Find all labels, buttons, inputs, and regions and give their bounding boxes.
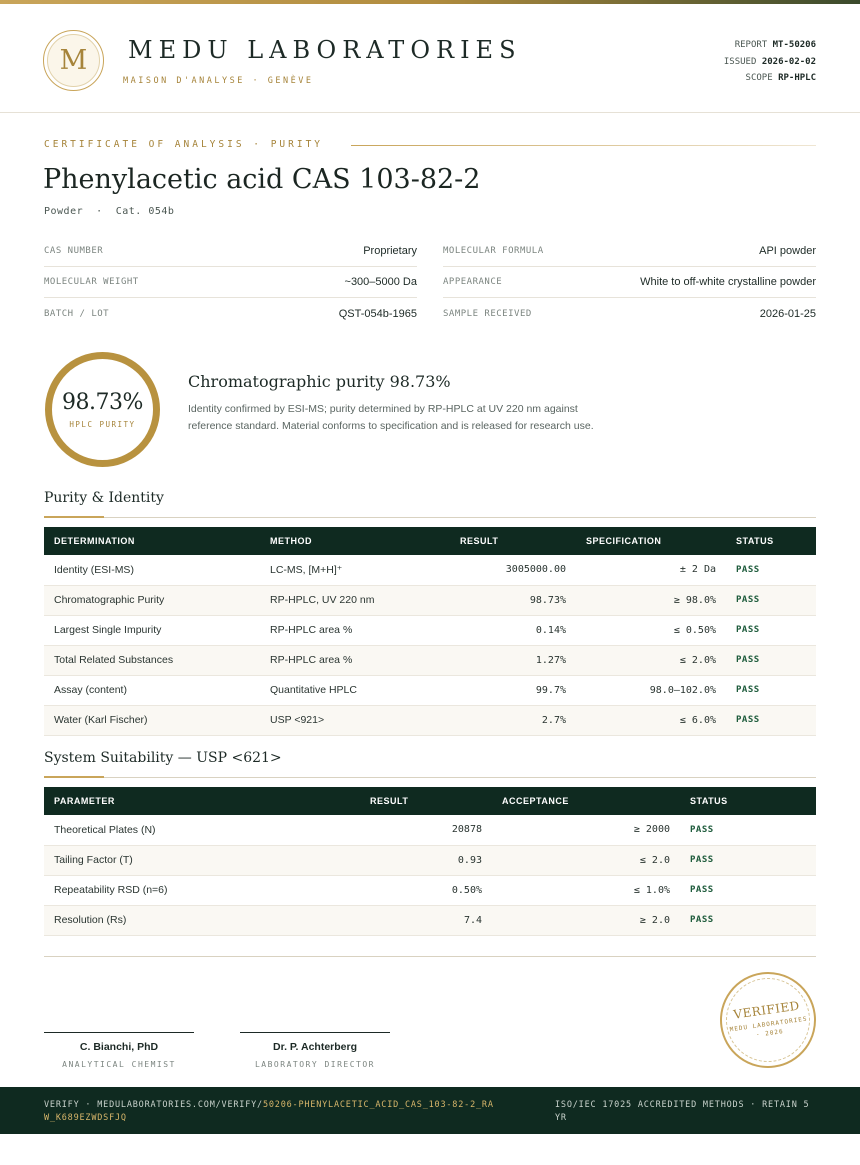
- verify-text: [44, 1099, 494, 1124]
- col-specification: SPECIFICATION: [576, 527, 726, 555]
- cell-result: 0.50%: [360, 875, 492, 905]
- status-badge: PASS: [726, 555, 816, 585]
- cell-method: RP-HPLC area %: [260, 645, 450, 675]
- table-row: [44, 555, 816, 585]
- table-header-row: [44, 527, 816, 555]
- cell-result: 3005000.00: [450, 555, 576, 585]
- col-parameter: PARAMETER: [44, 787, 360, 815]
- info-value: QST-054b-1965: [338, 307, 417, 320]
- cell-acceptance: ≥ 2.0: [492, 905, 680, 935]
- page-footer: [0, 1087, 860, 1134]
- signature-role: LABORATORY DIRECTOR: [254, 1060, 375, 1069]
- product-subtitle: Powder · Cat. 054b: [44, 206, 175, 217]
- cell-acceptance: ≤ 1.0%: [492, 875, 680, 905]
- cell-specification: ± 2 Da: [576, 555, 726, 585]
- certificate-eyebrow: CERTIFICATE OF ANALYSIS · PURITY: [44, 139, 324, 150]
- cell-specification: ≤ 0.50%: [576, 615, 726, 645]
- table-row: [44, 705, 816, 735]
- cell-result: 99.7%: [450, 675, 576, 705]
- section-rule: [44, 517, 816, 518]
- eyebrow-divider: [351, 145, 816, 146]
- cell-determination: Largest Single Impurity: [44, 615, 260, 645]
- meta-issued: ISSUED 2026-02-02: [723, 56, 816, 67]
- signature-analyst: [44, 1032, 194, 1069]
- purity-identity-table: [44, 527, 816, 736]
- verify-link[interactable]: 50206-PHENYLACETIC_ACID_CAS_103-82-2_RAW_K689EZWDSFJQ: [44, 1100, 494, 1123]
- cell-determination: Identity (ESI-MS): [44, 555, 260, 585]
- table-row: [44, 815, 816, 845]
- status-badge: PASS: [726, 645, 816, 675]
- info-key: BATCH / LOT: [44, 308, 110, 319]
- signature-name: C. Bianchi, PhD: [79, 1041, 159, 1053]
- cell-parameter: Theoretical Plates (N): [44, 815, 360, 845]
- col-result: RESULT: [360, 787, 492, 815]
- info-key: CAS NUMBER: [44, 246, 104, 256]
- col-acceptance: ACCEPTANCE: [492, 787, 680, 815]
- status-badge: PASS: [680, 875, 816, 905]
- cell-determination: Assay (content): [44, 675, 260, 705]
- info-value: ~300–5000 Da: [344, 276, 417, 288]
- meta-report: REPORT MT-50206: [734, 40, 816, 50]
- purity-ring-label: HPLC PURITY: [69, 420, 136, 429]
- table-header-row: [44, 787, 816, 815]
- signature-director: [240, 1032, 390, 1069]
- table-row: [44, 845, 816, 875]
- cell-method: USP <921>: [260, 705, 450, 735]
- cell-parameter: Tailing Factor (T): [44, 845, 360, 875]
- info-value: 2026-01-25: [759, 307, 816, 320]
- table-row: [44, 615, 816, 645]
- section-title-purity-identity: Purity & Identity: [44, 490, 164, 506]
- page-title: Phenylacetic acid CAS 103-82-2: [43, 164, 481, 195]
- accreditation-text: ISO/IEC 17025 ACCREDITED METHODS · RETAIN 5 YR: [555, 1100, 810, 1123]
- cell-method: Quantitative HPLC: [260, 675, 450, 705]
- report-meta: [724, 37, 816, 87]
- info-row-formula: [443, 236, 816, 267]
- signature-role: ANALYTICAL CHEMIST: [62, 1060, 176, 1069]
- logo-letter: M: [47, 34, 100, 87]
- info-key: APPEARANCE: [443, 277, 503, 287]
- info-key: MOLECULAR WEIGHT: [44, 277, 139, 287]
- seal-title: VERIFIED: [732, 998, 801, 1022]
- purity-ring-value: 98.73%: [62, 390, 143, 415]
- status-badge: PASS: [726, 705, 816, 735]
- cell-determination: Water (Karl Fischer): [44, 705, 260, 735]
- info-row-molecular-weight: [44, 267, 417, 298]
- signature-divider: [44, 956, 816, 957]
- table-row: [44, 875, 816, 905]
- table-row: [44, 645, 816, 675]
- col-status: STATUS: [726, 527, 816, 555]
- info-row-cas: [44, 236, 417, 267]
- cell-specification: ≤ 6.0%: [576, 705, 726, 735]
- status-badge: PASS: [726, 585, 816, 615]
- cell-result: 98.73%: [450, 585, 576, 615]
- section-title-system-suitability: System Suitability — USP <621>: [44, 750, 282, 766]
- section-accent: [44, 776, 104, 778]
- status-badge: PASS: [680, 905, 816, 935]
- cell-result: 0.93: [360, 845, 492, 875]
- cell-determination: Total Related Substances: [44, 645, 260, 675]
- verify-prefix: VERIFY · MEDULABORATORIES.COM/VERIFY/: [44, 1100, 263, 1110]
- col-method: METHOD: [260, 527, 450, 555]
- cell-result: 2.7%: [450, 705, 576, 735]
- seal-text: MEDU LABORATORIES · 2026: [729, 1015, 808, 1039]
- cell-result: 7.4: [360, 905, 492, 935]
- cell-result: 20878: [360, 815, 492, 845]
- brand-name: MEDU LABORATORIES: [128, 36, 522, 64]
- system-suitability-table: [44, 787, 816, 936]
- cell-specification: ≥ 98.0%: [576, 585, 726, 615]
- cell-determination: Chromatographic Purity: [44, 585, 260, 615]
- col-result: RESULT: [450, 527, 576, 555]
- info-row-appearance: [443, 267, 816, 298]
- status-badge: PASS: [726, 675, 816, 705]
- cell-method: LC-MS, [M+H]⁺: [260, 555, 450, 585]
- seal-inner: [721, 973, 816, 1068]
- cell-method: RP-HPLC, UV 220 nm: [260, 585, 450, 615]
- col-determination: DETERMINATION: [44, 527, 260, 555]
- status-badge: PASS: [680, 815, 816, 845]
- verified-seal-icon: [714, 966, 822, 1074]
- lab-logo-icon: [43, 30, 104, 91]
- table-row: [44, 585, 816, 615]
- status-badge: PASS: [680, 845, 816, 875]
- cell-parameter: Repeatability RSD (n=6): [44, 875, 360, 905]
- cell-parameter: Resolution (Rs): [44, 905, 360, 935]
- meta-scope: SCOPE RP-HPLC: [745, 73, 816, 83]
- page-header: [0, 4, 860, 113]
- purity-description: Identity confirmed by ESI-MS; purity determined by RP-HPLC at UV 220 nm against reference standard. Material conforms to specification and is released for research use.: [188, 403, 594, 432]
- info-value: API powder: [759, 245, 816, 257]
- brand-tagline: MAISON D'ANALYSE · GENÈVE: [123, 76, 314, 86]
- info-value: White to off-white crystalline powder: [640, 276, 816, 288]
- table-row: [44, 905, 816, 935]
- table-row: [44, 675, 816, 705]
- section-rule: [44, 777, 816, 778]
- purity-heading: Chromatographic purity 98.73%: [188, 372, 451, 391]
- info-value: Proprietary: [363, 245, 417, 257]
- cell-acceptance: ≤ 2.0: [492, 845, 680, 875]
- cell-result: 1.27%: [450, 645, 576, 675]
- section-accent: [44, 516, 104, 518]
- purity-ring: [45, 352, 160, 467]
- info-key: MOLECULAR FORMULA: [443, 246, 544, 256]
- cell-acceptance: ≥ 2000: [492, 815, 680, 845]
- col-status: STATUS: [680, 787, 816, 815]
- signature-name: Dr. P. Achterberg: [272, 1041, 358, 1053]
- cell-method: RP-HPLC area %: [260, 615, 450, 645]
- status-badge: PASS: [726, 615, 816, 645]
- info-key: SAMPLE RECEIVED: [443, 308, 532, 319]
- info-row-batch: [44, 298, 417, 329]
- cell-specification: ≤ 2.0%: [576, 645, 726, 675]
- info-row-sample-received: [443, 298, 816, 329]
- cell-specification: 98.0–102.0%: [576, 675, 726, 705]
- cell-result: 0.14%: [450, 615, 576, 645]
